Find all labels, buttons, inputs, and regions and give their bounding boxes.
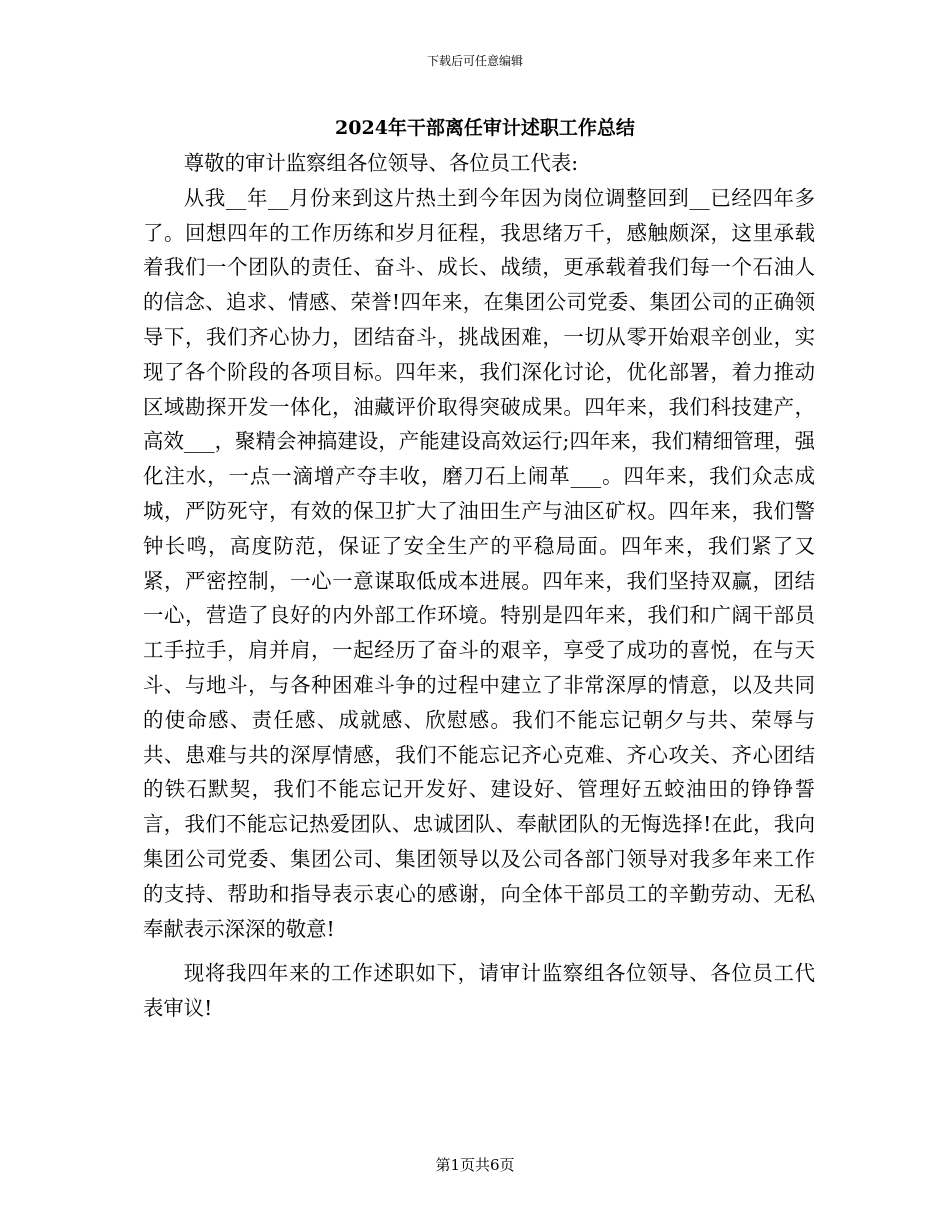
document-title: 2024年干部离任审计述职工作总结 [335,117,635,139]
salutation: 尊敬的审计监察组各位领导、各位员工代表: [183,151,579,175]
page-header-note: 下载后可任意编辑 [426,54,523,68]
body-paragraph-1: 从我__年__月份来到这片热土到今年因为岗位调整回到__已经四年多了。回想四年的工作历练和岁月征程，我思绪万千，感触颇深，这里承载着我们一个团队的责任、奋斗、成长、战绩，更承载着我们每一个石油人的信念、追求、情感、荣誉!四年来，在集团公司党委、集团公司的正确领导下，我们齐心协力，团结奋斗，挑战困难，一切从零开始艰辛创业，实现了各个阶段的各项目标。四年来，我们深化讨论，优化部署，着力推动区域勘探开发一体化，油藏评价取得突破成果。四年来，我们科技建产，高效___，聚精会神搞建设，产能建设高效运行;四年来，我们精细管理，强化注水，一点一滴增产夺丰收，磨刀石上闹革___。四年来，我们众志成城，严防死守，有效的保卫扩大了油田生产与油区矿权。四年来，我们警钟长鸣，高度防范，保证了安全生产的平稳局面。四年来，我们紧了又紧，严密控制，一心一意谋取低成本进展。四年来，我们坚持双赢，团结一心，营造了良好的内外部工作环境。特别是四年来，我们和广阔干部员工手拉手，肩并肩，一起经历了奋斗的艰辛，享受了成功的喜悦，在与天斗、与地斗，与各种困难斗争的过程中建立了非常深厚的情意，以及共同的使命感、责任感、成就感、欣慰感。我们不能忘记朝夕与共、荣辱与共、患难与共的深厚情感，我们不能忘记齐心克难、齐心攻关、齐心团结的铁石默契，我们不能忘记开发好、建设好、管理好五蛟油田的铮铮誓言，我们不能忘记热爱团队、忠诚团队、奉献团队的无悔选择!在此，我向集团公司党委、集团公司、集团领导以及公司各部门领导对我多年来工作的支持、帮助和指导表示衷心的感谢，向全体干部员工的辛勤劳动、无私奉献表示深深的敬意! [143,185,815,941]
body-paragraph-2: 现将我四年来的工作述职如下，请审计监察组各位领导、各位员工代表审议! [143,961,815,1021]
page-number: 第1页共6页 [435,1156,515,1174]
document-body [143,146,815,1026]
